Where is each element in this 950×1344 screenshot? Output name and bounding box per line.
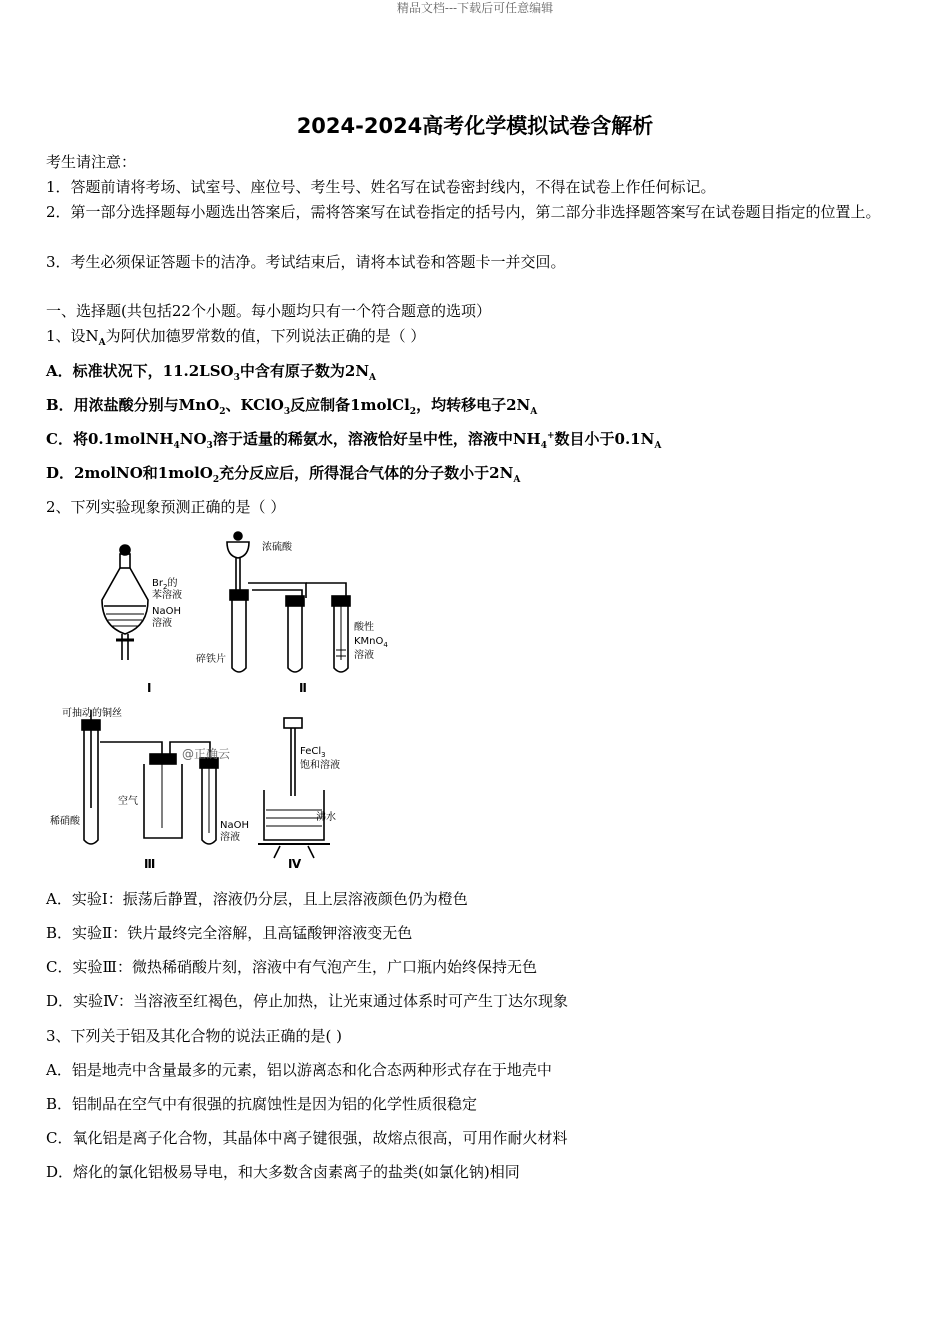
label-III: Ⅲ — [144, 857, 156, 871]
q3-stem: 3、下列关于铝及其化合物的说法正确的是( ) — [46, 1027, 343, 1045]
q1-option-b: B．用浓盐酸分别与MnO$_2$、KClO$_3$反应制备1molCl$_2$，均转移电子$2N_A$ — [46, 396, 538, 417]
q3-option-d: D．熔化的氯化铝极易导电，和大多数含卤素离子的盐类(如氯化钠)相同 — [46, 1163, 520, 1181]
svg-text:FeCl3: FeCl$_3$ — [300, 746, 326, 759]
svg-text:稀硝酸: 稀硝酸 — [50, 816, 80, 827]
svg-text:空气: 空气 — [118, 796, 138, 807]
q1-option-d: D．2molNO和1molO$_2$充分反应后，所得混合气体的分子数小于$2N_A$ — [46, 464, 521, 485]
svg-text:NaOH: NaOH — [220, 820, 249, 831]
q1-option-c: C．将$0.1molNH_4NO_3$溶于适量的稀氨水，溶液恰好呈中性，溶液中$NH_4^+$数目小于$0.1N_A$ — [46, 430, 662, 451]
q2-option-a: A．实验Ⅰ：振荡后静置，溶液仍分层，且上层溶液颜色仍为橙色 — [46, 890, 468, 908]
q3-option-c: C．氧化铝是离子化合物，其晶体中离子键很强，故熔点很高，可用作耐火材料 — [46, 1129, 568, 1147]
svg-text:Br2的: $Br_2$的 — [152, 578, 178, 591]
svg-text:溶液: 溶液 — [152, 618, 172, 629]
section-title: 一、选择题(共包括22个小题。每小题均只有一个符合题意的选项） — [46, 302, 491, 320]
svg-text:KMnO4: KMnO$_4$ — [354, 636, 388, 649]
label-IV: Ⅳ — [288, 857, 302, 871]
svg-text:溶液: 溶液 — [354, 650, 374, 661]
svg-text:碎铁片: 碎铁片 — [196, 654, 226, 665]
notice-item-3: 3．考生必须保证答题卡的洁净。考试结束后，请将本试卷和答题卡一并交回。 — [46, 253, 566, 271]
svg-text:酸性: 酸性 — [354, 622, 374, 633]
q2-option-b: B．实验Ⅱ：铁片最终完全溶解，且高锰酸钾溶液变无色 — [46, 924, 413, 942]
svg-text:NaOH: NaOH — [152, 606, 181, 617]
watermark: @正确云 — [182, 747, 231, 761]
q2-option-d: D．实验Ⅳ：当溶液至红褐色，停止加热，让光束通过体系时可产生丁达尔现象 — [46, 992, 569, 1010]
page-title: 2024-2024高考化学模拟试卷含解析 — [296, 114, 654, 138]
q3-option-a: A．铝是地壳中含量最多的元素，铝以游离态和化合态两种形式存在于地壳中 — [46, 1061, 552, 1079]
svg-text:饱和溶液: 饱和溶液 — [300, 760, 340, 771]
svg-text:沸水: 沸水 — [316, 812, 336, 823]
svg-text:苯溶液: 苯溶液 — [152, 590, 182, 601]
q1-option-a: A．标准状况下，$11.2LSO_3$中含有原子数为$2N_A$ — [46, 362, 377, 383]
label-I: Ⅰ — [147, 681, 152, 695]
svg-text:溶液: 溶液 — [220, 832, 240, 843]
q1-stem: 1、设$N_A$为阿伏加德罗常数的值，下列说法正确的是（ ） — [46, 327, 426, 348]
experiment-apparatus-diagram — [44, 528, 424, 878]
notice-item-2: 2．第一部分选择题每小题选出答案后，需将答案写在试卷指定的括号内，第二部分非选择题答案写在试卷题目指定的位置上。 — [46, 203, 881, 221]
q2-stem: 2、下列实验现象预测正确的是（ ） — [46, 498, 286, 516]
q2-option-c: C．实验Ⅲ：微热稀硝酸片刻，溶液中有气泡产生，广口瓶内始终保持无色 — [46, 958, 537, 976]
experiment-figure — [44, 528, 424, 878]
q3-option-b: B．铝制品在空气中有很强的抗腐蚀性是因为铝的化学性质很稳定 — [46, 1095, 478, 1113]
svg-text:浓硫酸: 浓硫酸 — [262, 542, 292, 553]
label-II: Ⅱ — [299, 681, 307, 695]
notice-item-1: 1．答题前请将考场、试室号、座位号、考生号、姓名写在试卷密封线内，不得在试卷上作任何标记。 — [46, 178, 716, 196]
notice-heading: 考生请注意： — [46, 153, 137, 171]
svg-text:可抽动的铜丝: 可抽动的铜丝 — [62, 708, 122, 719]
page-header-note: 精品文档---下载后可任意编辑 — [396, 1, 554, 15]
